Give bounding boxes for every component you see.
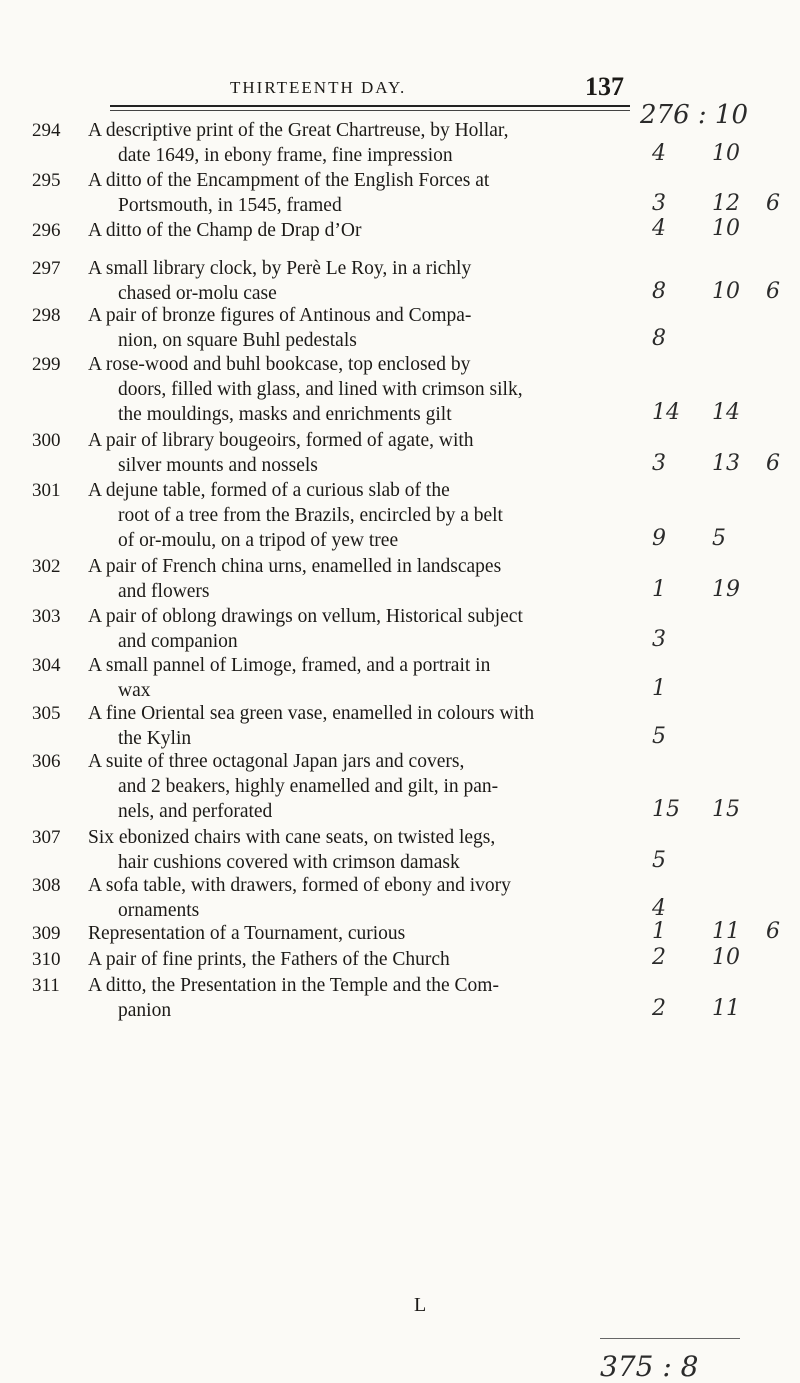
- price-pence: 6: [766, 191, 780, 216]
- lot-description-line: A suite of three octagonal Japan jars and covers,: [88, 751, 465, 772]
- lot-number: 302: [32, 556, 61, 577]
- lot-description-line: A ditto, the Presentation in the Temple and the Com-: [88, 975, 499, 996]
- lot-number: 299: [32, 354, 61, 375]
- price-pence: 6: [766, 279, 780, 304]
- lot-number: 308: [32, 875, 61, 896]
- lot-number: 305: [32, 703, 61, 724]
- price-pounds: 2: [652, 996, 666, 1021]
- lot-number: 310: [32, 949, 61, 970]
- signature-mark: L: [414, 1294, 427, 1316]
- lot-description-line: A small pannel of Limoge, framed, and a portrait in: [88, 655, 491, 676]
- lot-description-line: doors, filled with glass, and lined with crimson silk,: [118, 379, 523, 400]
- price-shillings: 5: [712, 526, 726, 551]
- lot-description-line: A pair of fine prints, the Fathers of the Church: [88, 949, 450, 970]
- lot-number: 300: [32, 430, 61, 451]
- lot-description-line: and 2 beakers, highly enamelled and gilt, in pan-: [118, 776, 499, 797]
- lot-description-line: Six ebonized chairs with cane seats, on twisted legs,: [88, 827, 496, 848]
- price-shillings: 14: [712, 400, 740, 425]
- price-shillings: 15: [712, 797, 740, 822]
- lot-description-line: A pair of bronze figures of Antinous and Compa-: [88, 305, 472, 326]
- lot-number: 309: [32, 923, 61, 944]
- lot-description-line: hair cushions covered with crimson damask: [118, 852, 460, 873]
- lot-description-line: and companion: [118, 631, 238, 652]
- carried-forward-total: 276 : 10: [640, 100, 748, 130]
- lot-description-line: ornaments: [118, 900, 200, 921]
- price-pounds: 5: [652, 848, 666, 873]
- price-pounds: 1: [652, 676, 666, 701]
- running-title: THIRTEENTH DAY.: [230, 78, 407, 97]
- price-pounds: 3: [652, 191, 666, 216]
- price-shillings: 12: [712, 191, 740, 216]
- lot-description-line: A pair of oblong drawings on vellum, Historical subject: [88, 606, 523, 627]
- price-shillings: 10: [712, 141, 740, 166]
- header-rule: [110, 105, 630, 107]
- price-pounds: 2: [652, 945, 666, 970]
- price-pence: 6: [766, 919, 780, 944]
- lot-description-line: date 1649, in ebony frame, fine impression: [118, 145, 453, 166]
- lot-description-line: A ditto of the Encampment of the English Forces at: [88, 170, 490, 191]
- price-pounds: 8: [652, 279, 666, 304]
- lot-description-line: nion, on square Buhl pedestals: [118, 330, 357, 351]
- lot-number: 311: [32, 975, 60, 996]
- lot-description-line: the mouldings, masks and enrichments gilt: [118, 404, 452, 425]
- price-pounds: 1: [652, 577, 666, 602]
- lot-description-line: the Kylin: [118, 728, 192, 749]
- price-shillings: 13: [712, 451, 740, 476]
- lot-description-line: A pair of library bougeoirs, formed of agate, with: [88, 430, 474, 451]
- total-rule: [600, 1338, 740, 1339]
- price-shillings: 11: [712, 919, 740, 944]
- lot-description-line: A descriptive print of the Great Chartreuse, by Hollar,: [88, 120, 509, 141]
- lot-description-line: A ditto of the Champ de Drap d’Or: [88, 220, 362, 241]
- lot-number: 307: [32, 827, 61, 848]
- price-pounds: 3: [652, 627, 666, 652]
- lot-description-line: silver mounts and nossels: [118, 455, 318, 476]
- lot-number: 301: [32, 480, 61, 501]
- lot-description-line: Portsmouth, in 1545, framed: [118, 195, 342, 216]
- price-pounds: 5: [652, 724, 666, 749]
- lot-number: 295: [32, 170, 61, 191]
- price-pounds: 3: [652, 451, 666, 476]
- lot-description-line: root of a tree from the Brazils, encircled by a belt: [118, 505, 503, 526]
- price-pounds: 9: [652, 526, 666, 551]
- lot-number: 303: [32, 606, 61, 627]
- lot-description-line: of or-moulu, on a tripod of yew tree: [118, 530, 399, 551]
- lot-description-line: Representation of a Tournament, curious: [88, 923, 406, 944]
- price-pounds: 14: [652, 400, 680, 425]
- lot-description-line: A pair of French china urns, enamelled in landscapes: [88, 556, 502, 577]
- lot-number: 297: [32, 258, 61, 279]
- lot-description-line: A sofa table, with drawers, formed of ebony and ivory: [88, 875, 511, 896]
- lot-description-line: A small library clock, by Perè Le Roy, in a richly: [88, 258, 472, 279]
- lot-number: 306: [32, 751, 61, 772]
- header-rule-thin: [110, 110, 630, 111]
- grand-total: 375 : 8: [600, 1350, 699, 1383]
- lot-description-line: A dejune table, formed of a curious slab of the: [88, 480, 450, 501]
- price-pounds: 4: [652, 896, 666, 921]
- price-shillings: 10: [712, 216, 740, 241]
- lot-description-line: nels, and perforated: [118, 801, 273, 822]
- price-pounds: 15: [652, 797, 680, 822]
- lot-description-line: wax: [118, 680, 151, 701]
- price-shillings: 10: [712, 945, 740, 970]
- lot-description-line: chased or-molu case: [118, 283, 277, 304]
- lot-number: 294: [32, 120, 61, 141]
- lot-description-line: panion: [118, 1000, 172, 1021]
- lot-number: 304: [32, 655, 61, 676]
- price-pence: 6: [766, 451, 780, 476]
- lot-description-line: and flowers: [118, 581, 210, 602]
- price-pounds: 4: [652, 216, 666, 241]
- price-shillings: 19: [712, 577, 740, 602]
- price-shillings: 11: [712, 996, 740, 1021]
- page-number: 137: [585, 72, 624, 101]
- price-pounds: 8: [652, 326, 666, 351]
- lot-description-line: A fine Oriental sea green vase, enamelled in colours with: [88, 703, 535, 724]
- price-pounds: 1: [652, 919, 666, 944]
- lot-description-line: A rose-wood and buhl bookcase, top enclosed by: [88, 354, 471, 375]
- lot-number: 296: [32, 220, 61, 241]
- price-pounds: 4: [652, 141, 666, 166]
- lot-number: 298: [32, 305, 61, 326]
- price-shillings: 10: [712, 279, 740, 304]
